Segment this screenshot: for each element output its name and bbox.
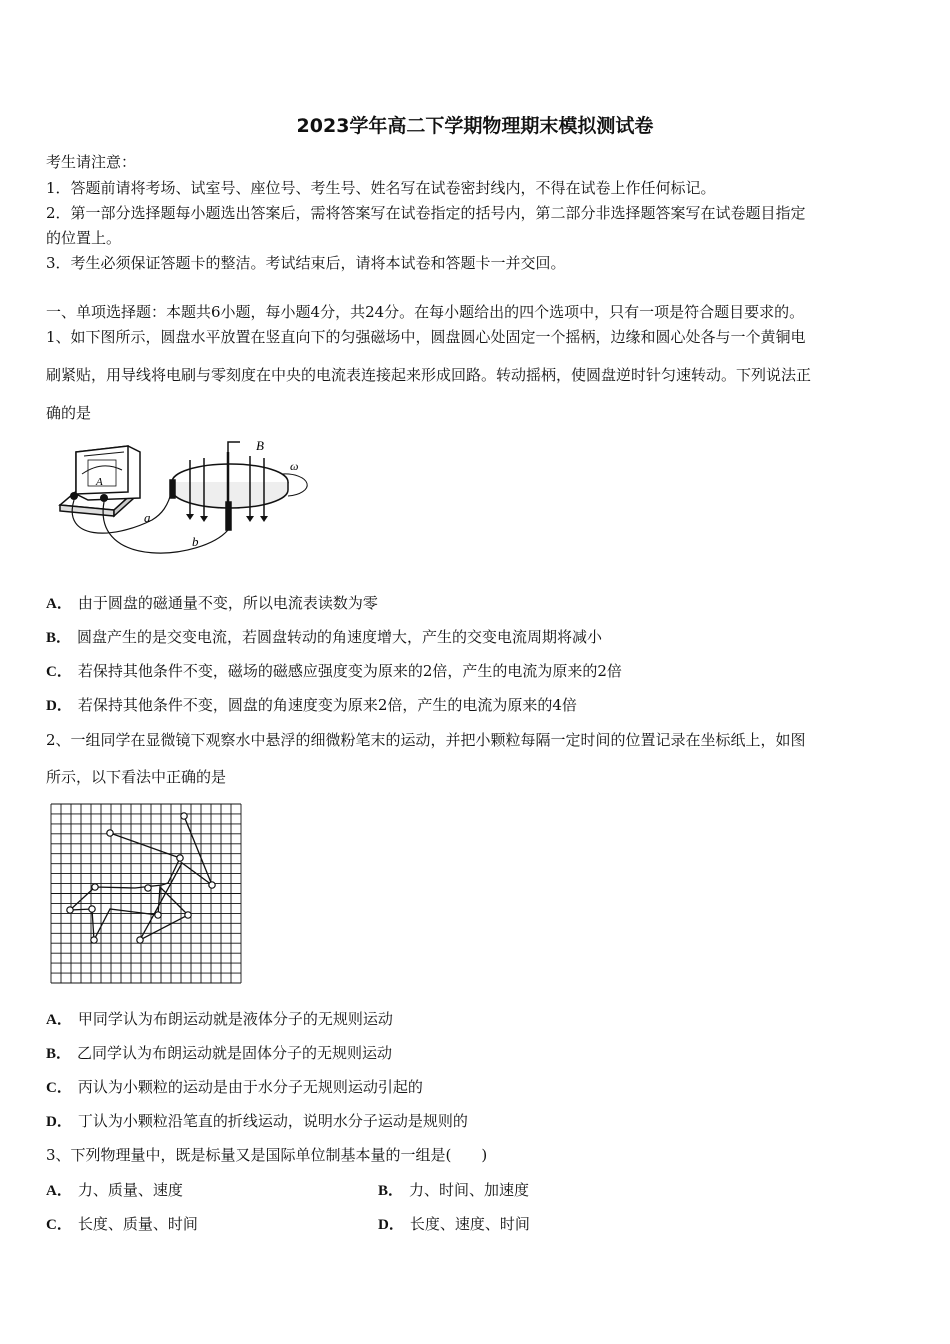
notice-item-2b: 的位置上。 [46,229,122,247]
q2-option-b: B． 乙同学认为布朗运动就是固体分子的无规则运动 [46,1044,393,1062]
grid-lines [51,804,241,983]
label-B: B [256,438,264,453]
q1-option-b: B． 圆盘产生的是交变电流，若圆盘转动的角速度增大，产生的交变电流周期将减小 [46,628,603,646]
notice-item-1: 1．答题前请将考场、试室号、座位号、考生号、姓名写在试卷密封线内，不得在试卷上作任何标记。 [46,179,716,197]
q2-stem-line-1: 2、一组同学在显微镜下观察水中悬浮的细微粉笔末的运动，并把小颗粒每隔一定时间的位置记录在坐标纸上，如图 [46,731,806,749]
page-title: 2023学年高二下学期物理期末模拟测试卷 [296,115,654,137]
q2-option-a: A． 甲同学认为布朗运动就是液体分子的无规则运动 [46,1010,393,1028]
q1-stem-line-1: 1、如下图所示，圆盘水平放置在竖直向下的匀强磁场中，圆盘圆心处固定一个摇柄，边缘和圆心处各与一个黄铜电 [46,328,806,346]
q2-option-c: C． 丙认为小颗粒的运动是由于水分子无规则运动引起的 [46,1078,423,1096]
q1-stem-line-2: 刷紧贴，用导线将电刷与零刻度在中央的电流表连接起来形成回路。转动摇柄，使圆盘逆时针匀速转动。下列说法正 [46,366,812,384]
notice-item-3: 3．考生必须保证答题卡的整洁。考试结束后，请将本试卷和答题卡一并交回。 [46,254,566,272]
q3-option-d: D． 长度、速度、时间 [378,1215,530,1233]
q1-option-a: A． 由于圆盘的磁通量不变，所以电流表读数为零 [46,594,378,612]
terminal-left [70,492,78,500]
q2-option-d: D． 丁认为小颗粒沿笔直的折线运动，说明水分子运动是规则的 [46,1112,468,1130]
notice-heading: 考生请注意： [46,153,137,171]
section-heading: 一、单项选择题：本题共6小题，每小题4分，共24分。在每小题给出的四个选项中，只有一项是符合题目要求的。 [46,303,805,321]
label-omega: ω [290,459,299,473]
terminal-right [100,494,108,502]
q2-grid-figure [50,803,244,985]
q3-stem: 3、下列物理量中，既是标量又是国际单位制基本量的一组是( ) [46,1146,488,1164]
label-a: a [144,510,151,525]
q2-stem-line-2: 所示，以下看法中正确的是 [46,768,227,786]
q3-option-c: C． 长度、质量、时间 [46,1215,198,1233]
ammeter-label: A [96,476,103,488]
notice-item-2a: 2．第一部分选择题每小题选出答案后，需将答案写在试卷指定的括号内，第二部分非选择题答案写在试卷题目指定 [46,204,806,222]
q1-option-d: D． 若保持其他条件不变，圆盘的角速度变为原来2倍，产生的电流为原来的4倍 [46,696,577,714]
q3-option-a: A． 力、质量、速度 [46,1181,183,1199]
q1-disk-figure [52,430,312,570]
q1-stem-line-3: 确的是 [46,404,92,422]
q3-option-b: B． 力、时间、加速度 [378,1181,530,1199]
q1-option-c: C． 若保持其他条件不变，磁场的磁感应强度变为原来的2倍，产生的电流为原来的2倍 [46,662,622,680]
label-b: b [192,534,199,549]
